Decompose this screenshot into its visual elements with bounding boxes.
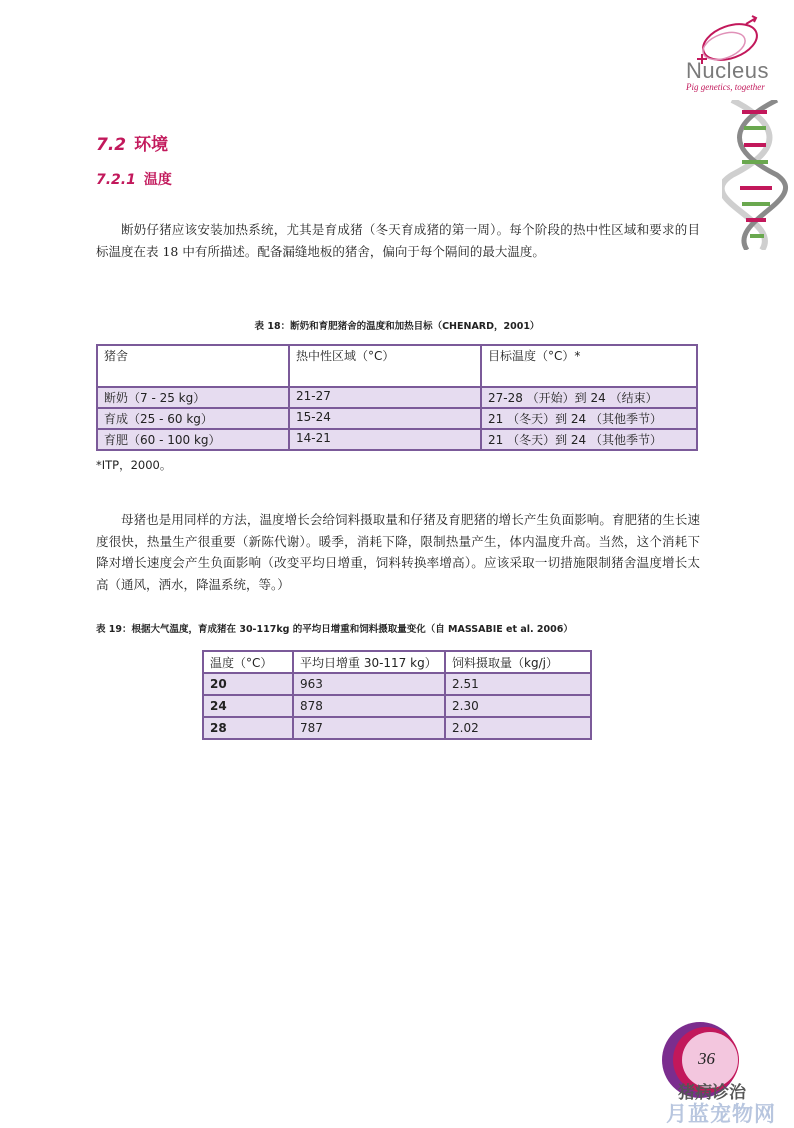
subsection-heading	[96, 169, 172, 189]
table-cell: 21 （冬天）到 24 （其他季节）	[481, 429, 697, 450]
table-row	[203, 717, 591, 739]
table-row	[203, 673, 591, 695]
table-header-row	[97, 345, 697, 387]
section-heading	[96, 130, 168, 155]
table-cell: 787	[293, 717, 445, 739]
table18	[96, 344, 698, 451]
watermark-line1: 猪病诊治	[678, 1083, 746, 1103]
table18-caption: 表 18：断奶和育肥猪舍的温度和加热目标（CHENARD，2001）	[254, 321, 540, 332]
paragraph-heating: 断奶仔猪应该安装加热系统，尤其是育成猪（冬天育成猪的第一周）。每个阶段的热中性区域和要求的目标温度在表 18 中有所描述。配备漏缝地板的猪舍，偏向于每个隔间的最大温度。	[96, 222, 700, 259]
table-cell: 2.02	[445, 717, 591, 739]
table-cell: 2.30	[445, 695, 591, 717]
table-row	[203, 695, 591, 717]
table19	[202, 650, 592, 740]
table-header-cell: 平均日增重 30-117 kg）	[293, 651, 445, 673]
subsection-number: 7.2.1	[96, 172, 136, 188]
table-header-cell: 目标温度（°C）*	[481, 345, 697, 387]
table-cell: 878	[293, 695, 445, 717]
subsection-title: 温度	[143, 172, 172, 188]
table-cell: 育成（25 - 60 kg）	[97, 408, 289, 429]
table19-caption: 表 19：根据大气温度，育成猪在 30-117kg 的平均日增重和饲料摄取量变化（自 MASSABIE et al. 2006）	[96, 624, 573, 635]
section-number: 7.2	[96, 135, 127, 155]
table-row	[97, 429, 697, 450]
table-cell: 28	[203, 717, 293, 739]
table-cell: 21-27	[289, 387, 481, 408]
table-row	[97, 408, 697, 429]
table-cell: 断奶（7 - 25 kg）	[97, 387, 289, 408]
table-row	[97, 387, 697, 408]
page-number: 36	[698, 1049, 715, 1068]
logo-wordmark: Nucleus	[686, 58, 769, 83]
table-cell: 24	[203, 695, 293, 717]
table-cell: 2.51	[445, 673, 591, 695]
table-header-cell: 温度（°C）	[203, 651, 293, 673]
table-cell: 15-24	[289, 408, 481, 429]
table-cell: 20	[203, 673, 293, 695]
table-header-cell: 猪舍	[97, 345, 289, 387]
table-cell: 21 （冬天）到 24 （其他季节）	[481, 408, 697, 429]
table18-footnote: *ITP，2000。	[96, 458, 172, 472]
table-cell: 963	[293, 673, 445, 695]
table-cell: 育肥（60 - 100 kg）	[97, 429, 289, 450]
logo-tagline: Pig genetics, together	[686, 82, 765, 92]
table-cell: 27-28 （开始）到 24 （结束）	[481, 387, 697, 408]
table-header-cell: 饲料摄取量（kg/j）	[445, 651, 591, 673]
paragraph-sows: 母猪也是用同样的方法，温度增长会给饲料摄取量和仔猪及育肥猪的增长产生负面影响。育肥猪的生长速度很快，热量生产很重要（新陈代谢）。暖季，消耗下降，限制热量产生，体内温度升高。当然，这个消耗下降对增长速度会产生负面影响（改变平均日增重，饲料转换率增高）。应该采取一切措施限制猪舍温度增长太高（通风，洒水，降温系统，等。）	[96, 512, 700, 592]
dna-helix-icon	[722, 100, 790, 250]
table-header-cell: 热中性区域（°C）	[289, 345, 481, 387]
section-title: 环境	[134, 135, 169, 155]
table-cell: 14-21	[289, 429, 481, 450]
watermark-line2: 月蓝宠物网	[666, 1102, 776, 1126]
table-header-row	[203, 651, 591, 673]
